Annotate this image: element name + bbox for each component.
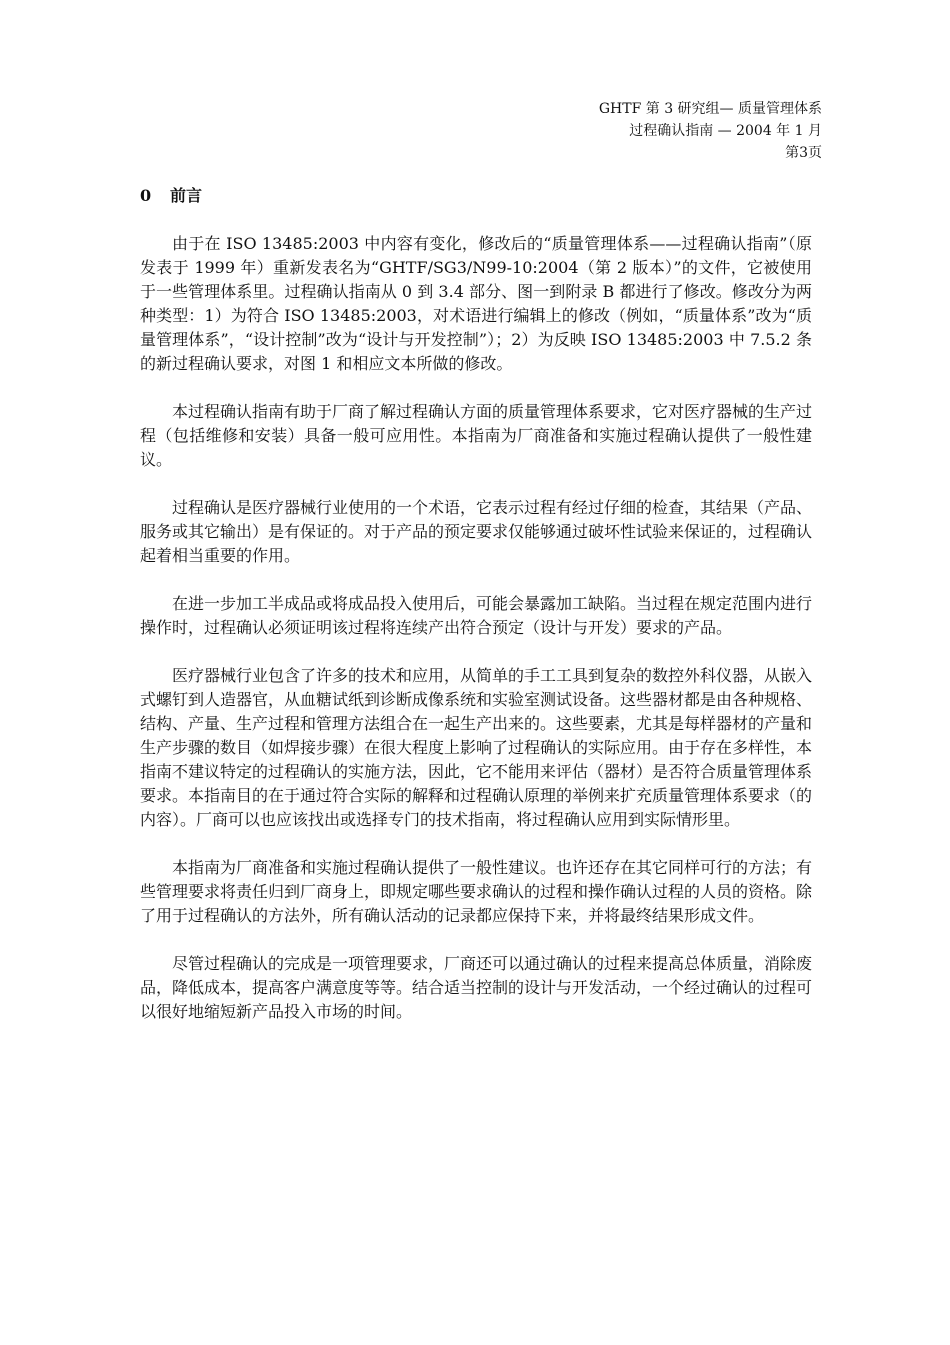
section-heading — [140, 184, 202, 208]
header-document-group: GHTF 第 3 研究组— 质量管理体系 — [598, 101, 822, 117]
paragraph: 在进一步加工半成品或将成品投入使用后，可能会暴露加工缺陷。当过程在规定范围内进行操作时，过程确认必须证明该过程将连续产出符合预定（设计与开发）要求的产品。 — [140, 594, 813, 637]
paragraph: 由于在 ISO 13485:2003 中内容有变化，修改后的“质量管理体系——过程确认指南”（原发表于 1999 年）重新发表名为“GHTF/SG3/N99-10:2004（第 2 版本）”的文件，它被使用于一些管理体系里。过程确认指南从 0 到 3.4 部分、图一到附录 B 都进行了修改。修改分为两种类型：1）为符合 ISO 13485:2003，对术语进行编辑上的修改（例如，“质量体系”改为“质量管理体系”，“设计控制”改为“设计与开发控制”）；2）为反映 ISO 13485:2003 中 7.5.2 条的新过程确认要求，对图 1 和相应文本所做的修改。 — [140, 234, 812, 373]
section-number: 0 — [140, 186, 152, 205]
paragraph: 尽管过程确认的完成是一项管理要求，厂商还可以通过确认的过程来提高总体质量，消除废品，降低成本，提高客户满意度等等。结合适当控制的设计与开发活动，一个经过确认的过程可以很好地缩短新产品投入市场的时间。 — [140, 954, 813, 1021]
paragraph: 本指南为厂商准备和实施过程确认提供了一般性建议。也许还存在其它同样可行的方法；有些管理要求将责任归到厂商身上，即规定哪些要求确认的过程和操作确认过程的人员的资格。除了用于过程确认的方法外，所有确认活动的记录都应保持下来，并将最终结果形成文件。 — [140, 858, 813, 925]
paragraph: 医疗器械行业包含了许多的技术和应用，从简单的手工工具到复杂的数控外科仪器，从嵌入式螺钉到人造器官，从血糖试纸到诊断成像系统和实验室测试设备。这些器材都是由各种规格、结构、产量、生产过程和管理方法组合在一起生产出来的。这些要素，尤其是每样器材的产量和生产步骤的数目（如焊接步骤）在很大程度上影响了过程确认的实际应用。由于存在多样性，本指南不建议特定的过程确认的实施方法，因此，它不能用来评估（器材）是否符合质量管理体系要求。本指南目的在于通过符合实际的解释和过程确认原理的举例来扩充质量管理体系要求（的内容）。厂商可以也应该找出或选择专门的技术指南，将过程确认应用到实际情形里。 — [140, 666, 813, 829]
paragraph: 本过程确认指南有助于厂商了解过程确认方面的质量管理体系要求，它对医疗器械的生产过程（包括维修和安装）具备一般可应用性。本指南为厂商准备和实施过程确认提供了一般性建议。 — [140, 402, 813, 469]
header-document-title-date: 过程确认指南 — 2004 年 1 月 — [629, 123, 822, 139]
page-header — [402, 98, 822, 164]
section-title-text: 前言 — [170, 186, 203, 205]
body-text — [140, 232, 812, 1048]
header-page-number: 第3页 — [785, 145, 822, 161]
paragraph: 过程确认是医疗器械行业使用的一个术语，它表示过程有经过仔细的检查，其结果（产品、服务或其它输出）是有保证的。对于产品的预定要求仅能够通过破坏性试验来保证的，过程确认起着相当重要的作用。 — [140, 498, 813, 565]
